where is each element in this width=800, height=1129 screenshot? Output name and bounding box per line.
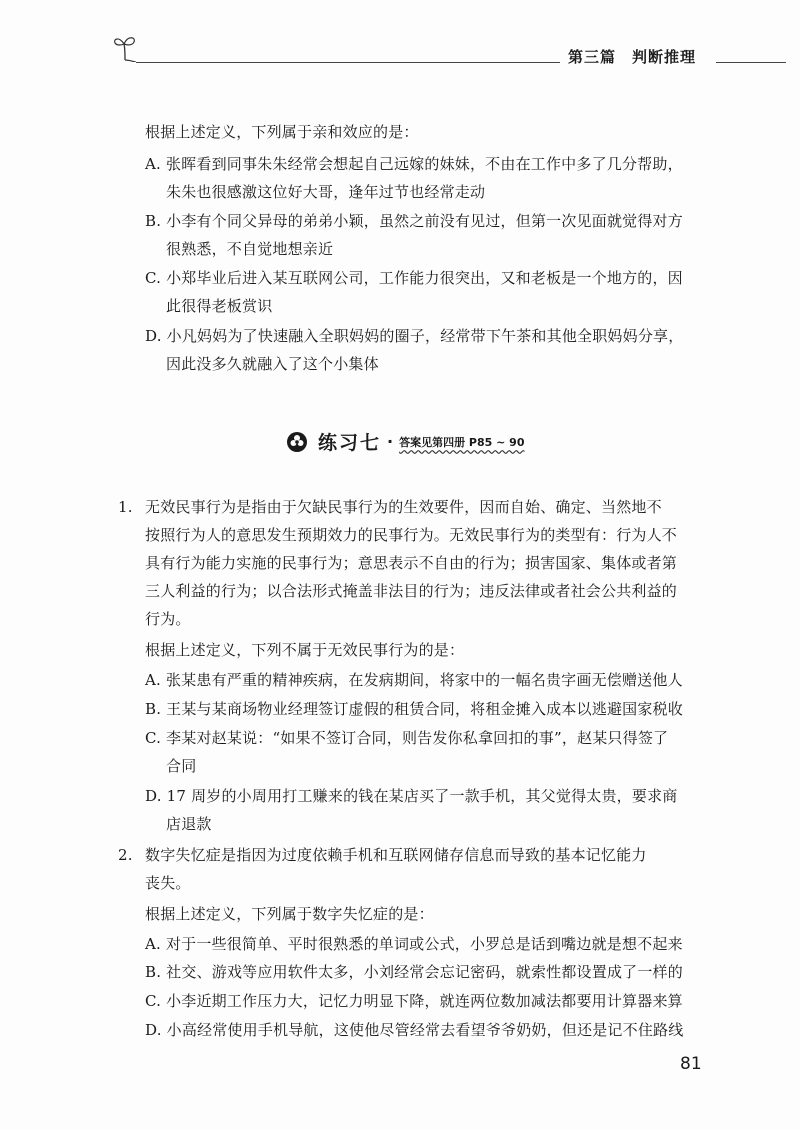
question-2-option-c: C. 小李近期工作压力大，记忆力明显下降，就连两位数加减法都要用计算器来算 (145, 992, 683, 1010)
option-a-line2: 朱朱也很感激这位好大哥，逢年过节也经常走动 (166, 183, 486, 201)
header-title: 第三篇 判断推理 (568, 48, 697, 66)
section-title (286, 428, 524, 455)
question-1-option-c-line1: C. 李某对赵某说：“如果不签订合同，则告发你私拿回扣的事”，赵某只得签了 (145, 729, 669, 747)
question-1-text-line: 按照行为人的意思发生预期效力的民事行为。无效民事行为的类型有：行为人不 (145, 526, 678, 544)
option-b-line2: 很熟悉，不自觉地想亲近 (166, 240, 334, 258)
question-2-option-b: B. 社交、游戏等应用软件太多，小刘经常会忘记密码，就索性都设置成了一样的 (145, 963, 683, 981)
question-prompt: 根据上述定义，下列属于亲和效应的是： (145, 123, 419, 141)
answer-reference: 答案见第四册 P85 ~ 90 (399, 435, 525, 449)
option-c-line1: C. 小郑毕业后进入某互联网公司，工作能力很突出，又和老板是一个地方的，因 (145, 269, 683, 287)
page-number: 81 (680, 1054, 702, 1074)
question-2-option-d: D. 小高经常使用手机导航，这使他尽管经常去看望爷爷奶奶，但还是记不住路线 (145, 1021, 684, 1039)
question-1-option-d-line1: D. 17 周岁的小周用打工赚来的钱在某店买了一款手机，其父觉得太贵，要求商 (145, 787, 678, 805)
header-rule (136, 62, 560, 63)
option-c-line2: 此很得老板赏识 (166, 297, 273, 315)
question-1-text-line: 无效民事行为是指由于欠缺民事行为的生效要件，因而自始、确定、当然地不 (145, 498, 662, 516)
section-separator: · (387, 432, 394, 451)
option-d-line2: 因此没多久就融入了这个小集体 (166, 355, 379, 373)
option-d-line1: D. 小凡妈妈为了快速融入全职妈妈的圈子，经常带下午茶和其他全职妈妈分享， (145, 327, 684, 345)
question-1-number: 1. (118, 498, 133, 516)
question-2-option-a: A. 对于一些很简单、平时很熟悉的单词或公式，小罗总是话到嘴边就是想不起来 (145, 935, 683, 953)
section-name: 练习七 (318, 432, 382, 454)
question-1-option-c-line2: 合同 (166, 757, 197, 775)
question-2-text-line: 丧失。 (145, 874, 191, 892)
question-1-text-line: 具有行为能力实施的民事行为；意思表示不自由的行为；损害国家、集体或者第 (145, 554, 678, 572)
header-rule-right (716, 62, 786, 63)
question-1-option-a: A. 张某患有严重的精神疾病，在发病期间，将家中的一幅名贵字画无偿赠送他人 (145, 671, 683, 689)
flower-badge-icon (286, 431, 308, 453)
question-2-text-line: 数字失忆症是指因为过度依赖手机和互联网储存信息而导致的基本记忆能力 (145, 846, 647, 864)
question-1-text-line: 行为。 (145, 610, 191, 628)
option-b-line1: B. 小李有个同父异母的弟弟小颖，虽然之前没有见过，但第一次见面就觉得对方 (145, 212, 683, 230)
question-1-text-line: 三人利益的行为；以合法形式掩盖非法目的行为；违反法律或者社会公共利益的 (145, 582, 678, 600)
option-a-line1: A. 张晖看到同事朱朱经常会想起自己远嫁的妹妹，不由在工作中多了几分帮助， (145, 155, 683, 173)
question-1-option-b: B. 王某与某商场物业经理签订虚假的租赁合同，将租金摊入成本以逃避国家税收 (145, 700, 683, 718)
question-1-prompt: 根据上述定义，下列不属于无效民事行为的是： (145, 641, 465, 659)
question-2-number: 2. (118, 846, 133, 864)
question-1-option-d-line2: 店退款 (166, 815, 212, 833)
sprout-icon (112, 32, 138, 62)
question-2-prompt: 根据上述定义，下列属于数字失忆症的是： (145, 905, 434, 923)
